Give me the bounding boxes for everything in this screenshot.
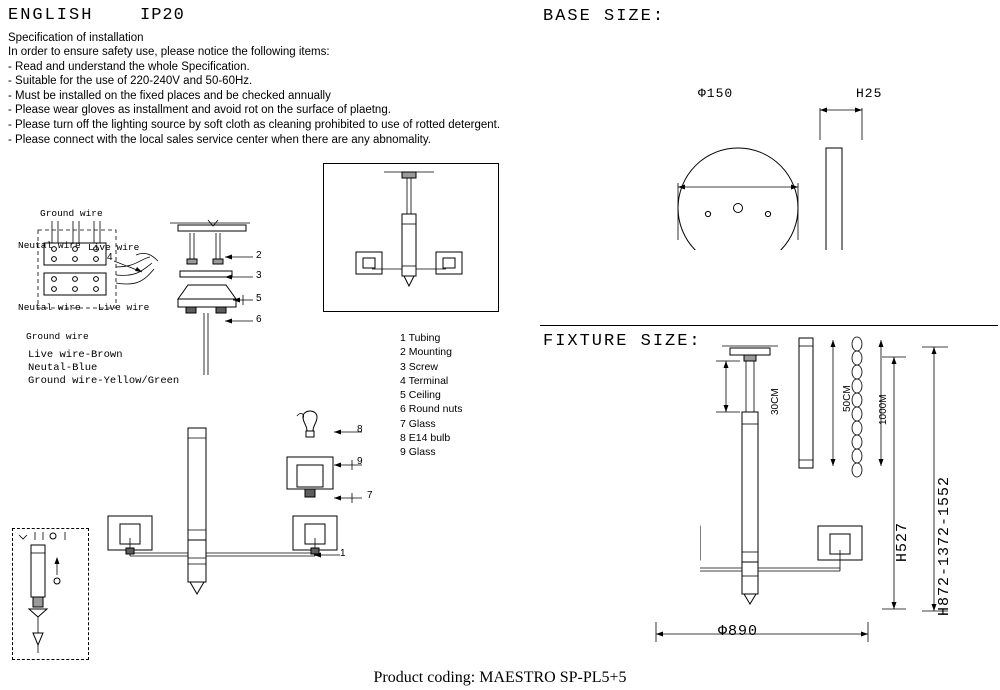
callout-8: 8 xyxy=(357,424,363,435)
language-label: ENGLISH xyxy=(8,6,94,25)
total-height-label: H872-1372-1552 xyxy=(936,475,953,616)
part-item: 7 Glass xyxy=(400,417,436,430)
spec-item: - Must be installed on the fixed places and be checked annually xyxy=(8,89,331,102)
spec-list xyxy=(8,45,500,147)
product-coding: Product coding: MAESTRO SP-PL5+5 xyxy=(373,669,627,686)
fixture-divider xyxy=(540,325,998,326)
spec-title: Specification of installation xyxy=(8,32,144,44)
neutral-wire-bottom-label: Neutal wire xyxy=(18,302,81,313)
spec-item: - Suitable for the use of 220-240V and 50-60Hz. xyxy=(8,75,253,88)
neutral-wire-top-label: Neutal wire xyxy=(18,240,81,251)
base-height-label: H25 xyxy=(856,86,883,101)
detail-dashed-box xyxy=(12,528,89,660)
part-item: 4 Terminal xyxy=(400,374,449,387)
fixture-size-title: FIXTURE SIZE: xyxy=(543,332,702,351)
ground-wire-top-label: Ground wire xyxy=(40,208,103,219)
part-item: 3 Screw xyxy=(400,360,438,373)
base-size-title: BASE SIZE: xyxy=(543,7,666,26)
callout-3: 3 xyxy=(256,270,262,281)
part-item: 8 E14 bulb xyxy=(400,432,451,445)
callout-7: 7 xyxy=(367,490,373,501)
part-item: 5 Ceiling xyxy=(400,389,441,402)
live-wire-top-label: Live wire xyxy=(88,242,140,253)
callout-4: 4 xyxy=(107,252,113,263)
callout-5: 5 xyxy=(256,293,262,304)
fixture-width-label: Φ890 xyxy=(718,623,759,640)
h527-dimension xyxy=(880,355,910,613)
callout-6: 6 xyxy=(256,314,262,325)
legend-item: Ground wire-Yellow/Green xyxy=(28,375,180,387)
rod-length-label: 30CM xyxy=(770,388,781,415)
spec-item: - Please turn off the lighting source by soft cloth as cleaning prohibited to use of rotted detergent. xyxy=(8,118,501,131)
cable-length-label: 1000M xyxy=(878,394,889,425)
width-dimension xyxy=(650,620,880,646)
ip-rating-label: IP20 xyxy=(140,6,185,25)
live-wire-bottom-label: Live wire xyxy=(98,302,150,313)
callout-9: 9 xyxy=(357,456,363,467)
fixture-height-label: H527 xyxy=(894,521,911,562)
part-item: 6 Round nuts xyxy=(400,403,463,416)
legend-item: Neutal-Blue xyxy=(28,362,98,374)
callout-1: 1 xyxy=(340,548,346,559)
fixture-inset-box xyxy=(323,163,499,312)
base-diameter-label: Φ150 xyxy=(698,86,734,101)
part-item: 9 Glass xyxy=(400,446,436,459)
part-item: 2 Mounting xyxy=(400,346,452,359)
spec-item: - Please wear gloves as installment and avoid rot on the surface of plaetng. xyxy=(8,104,391,117)
main-fixture-drawing xyxy=(100,418,340,608)
callout-2: 2 xyxy=(256,250,262,261)
assembly-callouts xyxy=(225,245,285,335)
parts-list xyxy=(400,331,462,460)
ground-wire-bottom-label: Ground wire xyxy=(26,331,89,342)
legend-item: Live wire-Brown xyxy=(28,349,123,361)
spec-item: - Read and understand the whole Specification. xyxy=(8,60,250,73)
base-size-drawing xyxy=(630,80,930,250)
part-item: 1 Tubing xyxy=(400,332,441,344)
callout-4-leader xyxy=(108,258,148,280)
spec-item: - Please connect with the local sales service center when there are any abnomality. xyxy=(8,133,431,146)
chain-length-label: 50CM xyxy=(842,385,853,412)
spec-intro: In order to ensure safety use, please notice the following items: xyxy=(8,46,330,58)
